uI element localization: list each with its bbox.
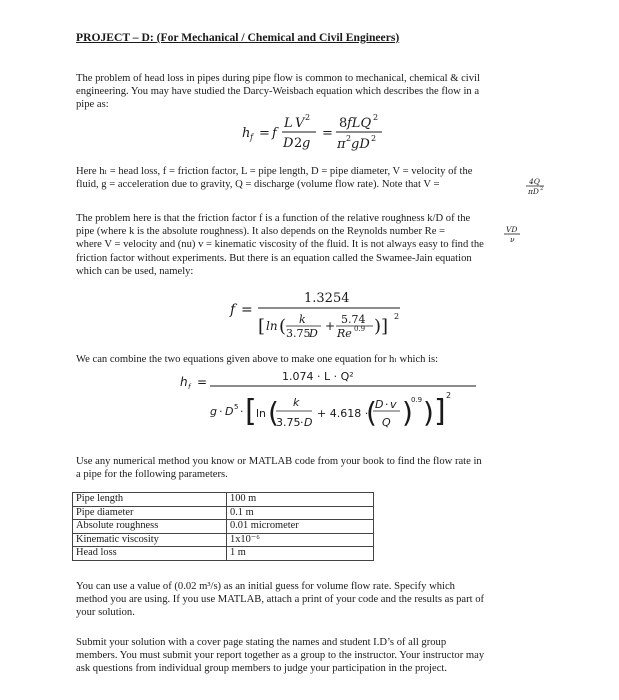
svg-text:0.9: 0.9 xyxy=(354,325,366,333)
svg-text:gD: gD xyxy=(351,137,370,152)
submit-line: members. You must submit your report together as a group to the instructor. Your instructor may xyxy=(76,650,485,662)
parameter-name: Absolute roughness xyxy=(73,520,227,534)
svg-text:f: f xyxy=(250,133,253,142)
problem-line: friction factor without experiments. But there is an equation called the Swamee-Jain equation xyxy=(76,252,472,264)
svg-text:+ 4.618 ·: + 4.618 · xyxy=(317,407,369,420)
parameter-name: Kinematic viscosity xyxy=(73,533,227,547)
svg-text:2: 2 xyxy=(346,134,352,143)
method-paragraph xyxy=(76,455,548,481)
svg-text:=: = xyxy=(197,375,208,389)
parameters-table xyxy=(72,492,374,561)
svg-text:2: 2 xyxy=(540,186,544,192)
velocity-fraction xyxy=(524,176,546,198)
page-title: PROJECT – D: (For Mechanical / Chemical and Civil Engineers) xyxy=(76,31,400,44)
definitions-paragraph xyxy=(76,165,548,191)
svg-text:h: h xyxy=(180,375,188,389)
svg-text:D: D xyxy=(309,327,318,340)
svg-text:D: D xyxy=(375,398,384,411)
table-row xyxy=(73,547,374,561)
svg-text:]: ] xyxy=(434,394,446,429)
svg-text:k: k xyxy=(293,396,300,409)
combine-sentence: We can combine the two equations given above to make one equation for hₗ which is: xyxy=(76,354,439,365)
svg-text:2: 2 xyxy=(371,134,377,143)
svg-text:ν: ν xyxy=(510,235,515,244)
svg-text:): ) xyxy=(423,396,434,429)
svg-text:2: 2 xyxy=(294,136,303,151)
svg-text:D: D xyxy=(283,136,294,151)
table-row xyxy=(73,493,374,507)
svg-text:2: 2 xyxy=(373,113,379,122)
intro-line: pipe as: xyxy=(76,99,109,111)
method-line: a pipe for the following parameters. xyxy=(76,469,228,481)
darcy-weisbach-equation xyxy=(240,108,390,154)
svg-text:k: k xyxy=(299,313,306,326)
svg-text:(: ( xyxy=(279,316,287,337)
problem-line: The problem here is that the friction factor f is a function of the relative roughness k/D of the xyxy=(76,213,471,224)
svg-text:2: 2 xyxy=(394,312,400,321)
svg-text:2: 2 xyxy=(305,113,311,122)
svg-text:3.75: 3.75 xyxy=(286,327,311,340)
method-line: Use any numerical method you know or MATLAB code from your book to find the flow rate in xyxy=(76,456,482,467)
svg-text:g: g xyxy=(210,405,217,418)
svg-text:ln: ln xyxy=(266,319,278,333)
svg-text:[: [ xyxy=(258,316,266,337)
intro-line: engineering. You may have studied the Darcy-Weisbach equation which describes the flow in a xyxy=(76,86,480,98)
svg-text:VD: VD xyxy=(506,225,518,234)
guess-line: You can use a value of (0.02 m³/s) as an initial guess for volume flow rate. Specify which xyxy=(76,581,455,592)
svg-text:(: ( xyxy=(268,396,279,429)
problem-line: where V = velocity and (nu) v = kinematic viscosity of the fluid. It is not always easy to find the xyxy=(76,239,484,251)
table-row xyxy=(73,520,374,534)
svg-text:v: v xyxy=(390,398,397,411)
svg-text:0.9: 0.9 xyxy=(411,396,423,404)
svg-text:3.75: 3.75 xyxy=(276,416,301,429)
svg-text:Re: Re xyxy=(337,327,352,340)
problem-line: which can be used, namely: xyxy=(76,265,194,277)
svg-text:·: · xyxy=(219,405,223,418)
svg-text:D: D xyxy=(304,416,313,429)
swamee-numerator: 1.3254 xyxy=(304,291,350,306)
definitions-line: fluid, g = acceleration due to gravity, Q = discharge (volume flow rate). Note that V = xyxy=(76,179,440,191)
eq-hf: h xyxy=(242,126,251,141)
svg-text:f: f xyxy=(272,126,277,141)
svg-text:[: [ xyxy=(245,394,257,429)
svg-text:5: 5 xyxy=(234,403,239,411)
problem-paragraph xyxy=(76,212,548,278)
combined-numerator: 1.074 · L · Q² xyxy=(282,370,354,383)
svg-text:=: = xyxy=(259,126,270,141)
parameter-value: 0.1 m xyxy=(227,506,374,520)
reynolds-fraction xyxy=(502,224,524,246)
svg-text:8: 8 xyxy=(339,116,348,131)
intro-paragraph xyxy=(76,72,548,112)
intro-line: The problem of head loss in pipes during pipe flow is common to mechanical, chemical & civil xyxy=(76,73,480,84)
problem-line: pipe (where k is the absolute roughness). It also depends on the Reynolds number Re = xyxy=(76,226,446,238)
parameter-value: 0.01 micrometer xyxy=(227,520,374,534)
guess-line: method you are using. If you use MATLAB, attach a print of your code and the results as part of xyxy=(76,594,485,606)
svg-text:Q: Q xyxy=(382,416,391,429)
initial-guess-paragraph xyxy=(76,580,548,620)
guess-line: your solution. xyxy=(76,607,135,619)
submission-paragraph xyxy=(76,636,548,676)
combined-head-loss-equation xyxy=(180,366,480,442)
svg-text:)]: )] xyxy=(374,316,389,337)
definitions-line: Here hₗ = head loss, f = friction factor, L = pipe length, D = pipe diameter, V = velocity of the xyxy=(76,166,473,177)
parameter-name: Pipe diameter xyxy=(73,506,227,520)
parameter-name: Pipe length xyxy=(73,493,227,507)
table-row xyxy=(73,506,374,520)
svg-text:D: D xyxy=(225,405,234,418)
svg-text:5.74: 5.74 xyxy=(341,313,366,326)
svg-text:V: V xyxy=(295,116,305,131)
submit-line: Submit your solution with a cover page stating the names and student I.D’s of all group xyxy=(76,637,447,648)
parameter-value: 100 m xyxy=(227,493,374,507)
svg-text:f: f xyxy=(230,302,236,318)
svg-text:·: · xyxy=(300,416,304,429)
svg-text:=: = xyxy=(322,126,333,141)
svg-text:ln: ln xyxy=(256,407,267,420)
svg-text:f: f xyxy=(188,383,191,391)
svg-text:): ) xyxy=(402,396,413,429)
svg-text:π: π xyxy=(337,137,346,152)
swamee-jain-equation xyxy=(228,286,403,340)
svg-text:=: = xyxy=(241,302,253,318)
table-row xyxy=(73,533,374,547)
svg-text:fLQ: fLQ xyxy=(347,116,372,131)
svg-text:·: · xyxy=(240,405,244,418)
svg-text:·: · xyxy=(385,398,389,411)
submit-line: ask questions from individual group members to judge your participation in the project. xyxy=(76,663,447,675)
svg-text:πD: πD xyxy=(528,187,539,196)
svg-text:4Q: 4Q xyxy=(529,177,540,186)
svg-text:(: ( xyxy=(366,396,377,429)
svg-text:2: 2 xyxy=(446,391,452,400)
svg-text:g: g xyxy=(302,136,311,151)
parameter-name: Head loss xyxy=(73,547,227,561)
parameter-value: 1x10⁻⁶ xyxy=(227,533,374,547)
svg-text:+: + xyxy=(325,319,336,333)
svg-text:L: L xyxy=(284,116,293,131)
parameter-value: 1 m xyxy=(227,547,374,561)
